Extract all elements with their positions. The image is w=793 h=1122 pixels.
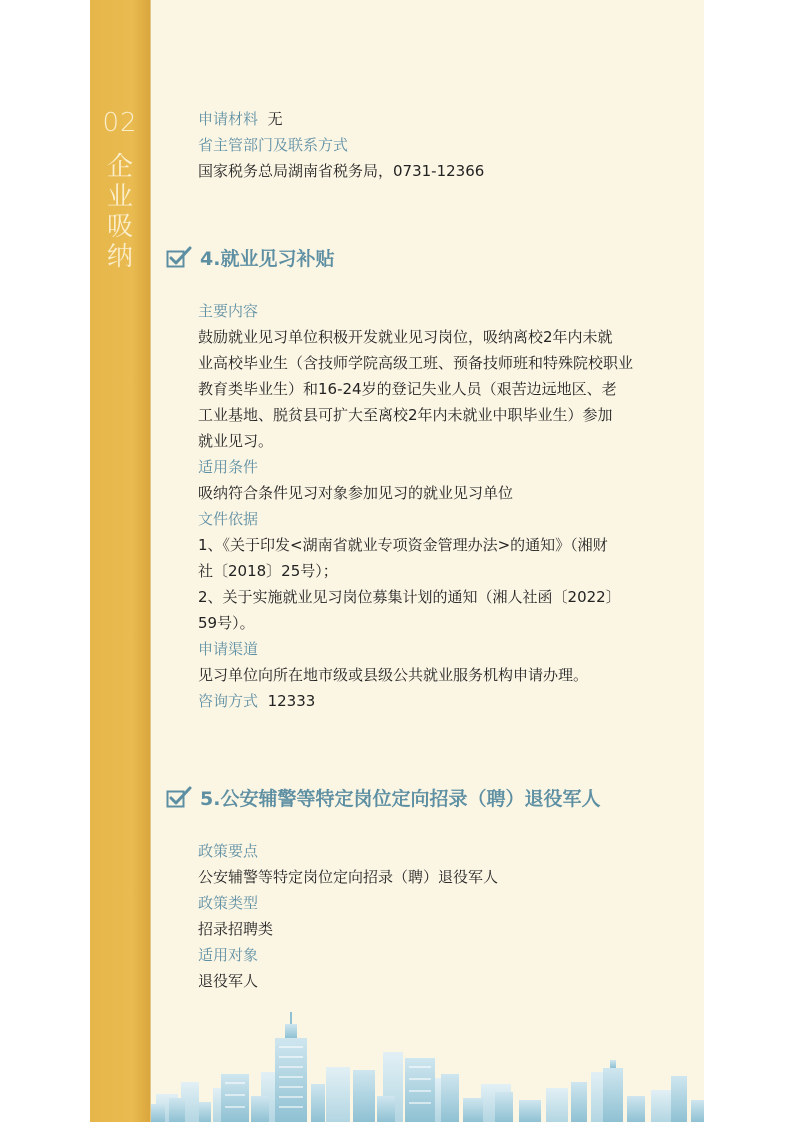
section-title-char: 纳: [106, 242, 133, 272]
channel-label: 申请渠道: [198, 640, 259, 658]
section-title-char: 企: [106, 152, 133, 182]
heading-5-text: 5.公安辅警等特定岗位定向招录（聘）退役军人: [200, 787, 601, 810]
docs-line: 2、关于实施就业见习岗位募集计划的通知（湘人社函〔2022〕: [198, 588, 621, 606]
section-heading-4: [166, 242, 334, 272]
docs-line: 1、《关于印发<湖南省就业专项资金管理办法>的通知》（湘财: [198, 536, 608, 554]
part5-block: [198, 838, 658, 994]
checkbox-check-icon: [166, 786, 192, 808]
consult-row: [198, 688, 658, 714]
section-title-char: 吸: [106, 212, 133, 242]
content-line: 业高校毕业生（含技师学院高级工班、预备技师班和特殊院校职业: [198, 354, 634, 372]
part3-block: [198, 106, 658, 184]
section-number: 02: [102, 108, 138, 138]
section-title: [90, 152, 150, 272]
content-line: 就业见习。: [198, 432, 274, 450]
materials-value: 无: [267, 110, 283, 128]
consult-label: 咨询方式: [198, 692, 259, 710]
points-label: 政策要点: [198, 842, 259, 860]
target-label: 适用对象: [198, 946, 259, 964]
dept-value: 国家税务总局湖南省税务局，0731-12366: [198, 162, 485, 180]
heading-4-text: 4.就业见习补贴: [200, 247, 335, 270]
materials-row: [198, 106, 658, 132]
docs-line: 社〔2018〕25号）；: [198, 562, 338, 580]
materials-label: 申请材料: [198, 110, 259, 128]
sidebar: [90, 0, 150, 1122]
docs-line: 59号）。: [198, 614, 255, 632]
page-content: [150, 0, 704, 1122]
section-heading-5: [166, 782, 600, 812]
conditions-value: 吸纳符合条件见习对象参加见习的就业见习单位: [198, 484, 514, 502]
docs-label: 文件依据: [198, 510, 259, 528]
type-value: 招录招聘类: [198, 920, 274, 938]
channel-value: 见习单位向所在地市级或县级公共就业服务机构申请办理。: [198, 666, 589, 684]
checkbox-check-icon: [166, 246, 192, 268]
points-value: 公安辅警等特定岗位定向招录（聘）退役军人: [198, 868, 499, 886]
content-line: 教育类毕业生）和16-24岁的登记失业人员（艰苦边远地区、老: [198, 380, 617, 398]
content-line: 鼓励就业见习单位积极开发就业见习岗位，吸纳离校2年内未就: [198, 328, 613, 346]
target-value: 退役军人: [198, 972, 259, 990]
type-label: 政策类型: [198, 894, 259, 912]
content-line: 工业基地、脱贫县可扩大至离校2年内未就业中职毕业生）参加: [198, 406, 613, 424]
city-skyline-illustration: [151, 1012, 704, 1122]
part4-block: [198, 298, 658, 714]
conditions-label: 适用条件: [198, 458, 259, 476]
section-title-char: 业: [106, 182, 133, 212]
content-label: 主要内容: [198, 302, 259, 320]
consult-value: 12333: [267, 692, 316, 710]
dept-label: 省主管部门及联系方式: [198, 136, 349, 154]
